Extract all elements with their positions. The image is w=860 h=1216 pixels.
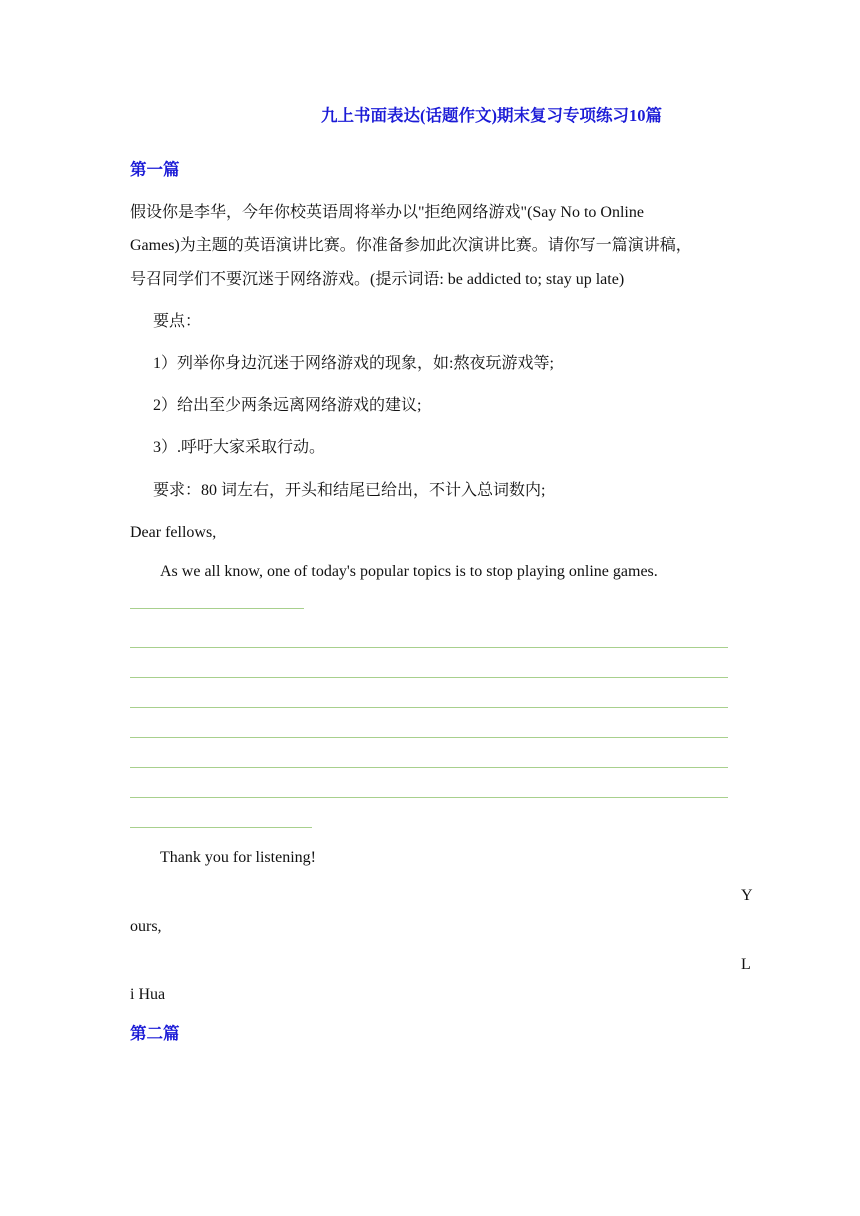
points-label: 要点：	[153, 313, 202, 330]
prompt-line-1: 假设你是李华，今年你校英语周将举办以"拒绝网络游戏"(Say No to Online	[130, 204, 644, 221]
answer-blank-line[interactable]	[130, 737, 728, 738]
answer-blank-line[interactable]	[130, 647, 728, 648]
section-heading-1: 第一篇	[130, 160, 180, 179]
point-1: 1）列举你身边沉迷于网络游戏的现象，如:熬夜玩游戏等;	[153, 355, 554, 372]
point-2: 2）给出至少两条远离网络游戏的建议;	[153, 397, 422, 414]
answer-blank-line[interactable]	[130, 707, 728, 708]
closing-sentence: Thank you for listening!	[160, 849, 316, 866]
signoff-letter-y: Y	[741, 887, 753, 904]
signoff-name: i Hua	[130, 986, 166, 1003]
answer-blank-line[interactable]	[130, 797, 728, 798]
document-title: 九上书面表达(话题作文)期末复习专项练习10篇	[321, 106, 662, 125]
opening-sentence: As we all know, one of today's popular topics is to stop playing online games.	[160, 563, 658, 580]
answer-blank-line[interactable]	[130, 677, 728, 678]
signoff-letter-l: L	[741, 956, 751, 973]
prompt-line-3: 号召同学们不要沉迷于网络游戏。(提示词语: be addicted to; stay up late)	[130, 271, 625, 288]
section-heading-2: 第二篇	[130, 1024, 180, 1043]
answer-blank-line[interactable]	[130, 827, 312, 828]
point-3: 3）.呼吁大家采取行动。	[153, 439, 326, 456]
signoff-ours: ours,	[130, 918, 162, 935]
prompt-line-2: Games)为主题的英语演讲比赛。你准备参加此次演讲比赛。请你写一篇演讲稿，	[130, 237, 692, 254]
answer-blank-line[interactable]	[130, 608, 304, 609]
salutation: Dear fellows,	[130, 524, 217, 541]
requirement-line: 要求：80 词左右，开头和结尾已给出，不计入总词数内;	[153, 482, 546, 499]
answer-blank-line[interactable]	[130, 767, 728, 768]
